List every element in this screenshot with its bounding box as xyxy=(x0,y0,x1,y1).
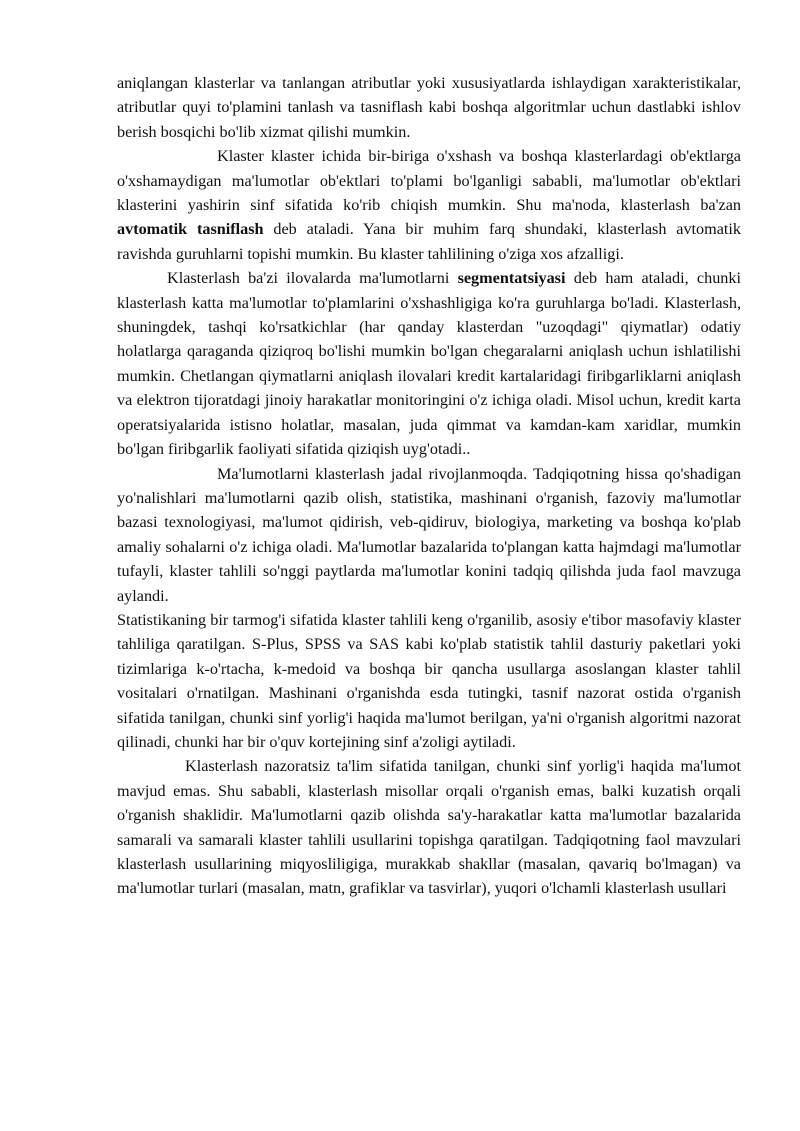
paragraph-1 xyxy=(117,71,741,144)
paragraph-3-text-a: Klasterlash ba'zi ilovalarda ma'lumotlarni xyxy=(167,269,458,288)
document-page xyxy=(117,71,741,901)
paragraph-6 xyxy=(117,754,741,900)
paragraph-3 xyxy=(117,266,741,461)
paragraph-2-bold-term: avtomatik tasniflash xyxy=(117,220,264,239)
paragraph-1-text: aniqlangan klasterlar va tanlangan atributlar yoki xususiyatlarda ishlaydigan xarakteristikalar, atributlar quyi to'plamini tanlash va tasniflash kabi boshqa algoritmlar uchun dastlabki ishlov berish bosqichi bo'lib xizmat qilishi mumkin. xyxy=(117,74,741,141)
paragraph-3-bold-term: segmentatsiyasi xyxy=(457,269,566,288)
paragraph-6-text: Klasterlash nazoratsiz ta'lim sifatida tanilgan, chunki sinf yorlig'i haqida ma'lumot mavjud emas. Shu sababli, klasterlash misollar orqali o'rganish emas, balki kuzatish orqali o'rganish shaklidir. Ma'lumotlarni qazib olishda sa'y-harakatlar katta ma'lumotlar bazalarida samarali va samarali klaster tahlili usullarini topishga qaratilgan. Tadqiqotning faol mavzulari klasterlash usullarining miqyosliligiga, murakkab shakllar (masalan, qavariq bo'lmagan) va ma'lumotlar turlari (masalan, matn, grafiklar va tasvirlar), yuqori o'lchamli klasterlash usullari xyxy=(117,757,741,898)
paragraph-5-text: Statistikaning bir tarmog'i sifatida klaster tahlili keng o'rganilib, asosiy e'tibor masofaviy klaster tahliliga qaratilgan. S-Plus, SPSS va SAS kabi ko'plab statistik tahlil dasturiy paketlari yoki tizimlariga k-o'rtacha, k-medoid va boshqa bir qancha usullarga asoslangan klaster tahlil vositalari o'rnatilgan. Mashinani o'rganishda esda tutingki, tasnif nazorat ostida o'rganish sifatida tanilgan, chunki sinf yorlig'i haqida ma'lumot berilgan, ya'ni o'rganish algoritmi nazorat qilinadi, chunki har bir o'quv kortejining sinf a'zoligi aytiladi. xyxy=(117,610,741,751)
paragraph-2 xyxy=(117,144,741,266)
paragraph-2-text-a: Klaster klaster ichida bir-biriga o'xshash va boshqa klasterlardagi ob'ektlarga o'xshamaydigan ma'lumotlar ob'ektlari to'plami bo'lganligi sababli, ma'lumotlar ob'ektlari klasterini yashirin sinf sifatida ko'rib chiqish mumkin. Shu ma'noda, klasterlash ba'zan xyxy=(117,147,741,215)
paragraph-4 xyxy=(117,462,741,608)
paragraph-2-text-b: deb ataladi. Yana bir muhim farq shundaki, klasterlash avtomatik ravishda guruhlarni topishi mumkin. Bu klaster tahlilining o'ziga xos afzalligi. xyxy=(117,220,741,263)
paragraph-5 xyxy=(117,608,741,754)
paragraph-4-text: Ma'lumotlarni klasterlash jadal rivojlanmoqda. Tadqiqotning hissa qo'shadigan yo'nalishlari ma'lumotlarni qazib olish, statistika, mashinani o'rganish, fazoviy ma'lumotlar bazasi texnologiyasi, ma'lumot qidirish, veb-qidiruv, biologiya, marketing va boshqa ko'plab amaliy sohalarni o'z ichiga oladi. Ma'lumotlar bazalarida to'plangan katta hajmdagi ma'lumotlar tufayli, klaster tahlili so'nggi paytlarda ma'lumotlar konini tadqiq qilishda juda faol mavzuga aylandi. xyxy=(117,464,741,605)
paragraph-3-text-b: deb ham ataladi, chunki klasterlash katta ma'lumotlar to'plamlarini o'xshashligiga ko'ra guruhlarga bo'ladi. Klasterlash, shuningdek, tashqi ko'rsatkichlar (har qanday klasterdan "uzoqdagi" qiymatlar) odatiy holatlarga qaraganda qiziqroq bo'lishi mumkin bo'lgan chegaralarni aniqlash uchun ishlatilishi mumkin. Chetlangan qiymatlarni aniqlash ilovalari kredit kartalaridagi firibgarliklarni aniqlash va elektron tijoratdagi jinoiy harakatlar monitoringini o'z ichiga oladi. Misol uchun, kredit karta operatsiyalarida istisno holatlar, masalan, juda qimmat va kamdan-kam xaridlar, mumkin bo'lgan firibgarlik faoliyati sifatida qiziqish uyg'otadi.. xyxy=(117,269,741,459)
